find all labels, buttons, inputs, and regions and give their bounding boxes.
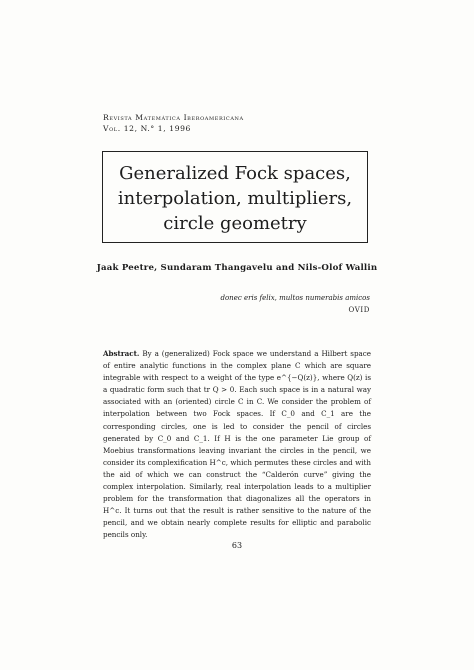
journal-volume: Vol. 12, N.° 1, 1996: [103, 124, 191, 133]
title-line-3: circle geometry: [163, 213, 307, 234]
page-number: 63: [231, 541, 243, 550]
title-box: [102, 151, 368, 243]
abstract-body: By a (generalized) Fock space we understand a Hilbert space of entire analytic functions in the complex plane C which are square integrable with respect to a weight of the type e^{−Q(z)}, where Q(z) is a quadratic form such that tr Q > 0. Each such space is in a natural way associated with an (oriented) circle C in C. We consider the problem of interpolation between two Fock spaces. If C_0 and C_1 are the corresponding circles, one is led to consider the pencil of circles generated by C_0 and C_1. If H is the one parameter Lie group of Moebius transformations leaving invariant the circles in the pencil, we consider its complexification H^c, which permutes these circles and with the aid of which we can construct the “Calderón curve” giving the complex interpolation. Similarly, real interpolation leads to a multiplier problem for the transformation that diagonalizes all the operators in H^c. It turns out that the result is rather sensitive to the nature of the pencil, and we obtain nearly complete results for elliptic and parabolic pencils only.: [103, 349, 371, 540]
epigraph: [220, 292, 370, 316]
title-line-2: interpolation, multipliers,: [117, 188, 353, 209]
title-line-1: Generalized Fock spaces,: [119, 163, 351, 184]
authors: Jaak Peetre, Sundaram Thangavelu and Nils-Olof Wallin: [96, 263, 378, 273]
epigraph-source: OVID: [348, 306, 370, 314]
abstract: [103, 348, 371, 542]
abstract-heading: Abstract.: [103, 349, 140, 358]
epigraph-quote: donec eris felix, multos numerabis amicos: [220, 294, 370, 302]
journal-name: Revista Matemática Iberoamericana: [103, 113, 244, 122]
journal-header: [103, 112, 244, 134]
